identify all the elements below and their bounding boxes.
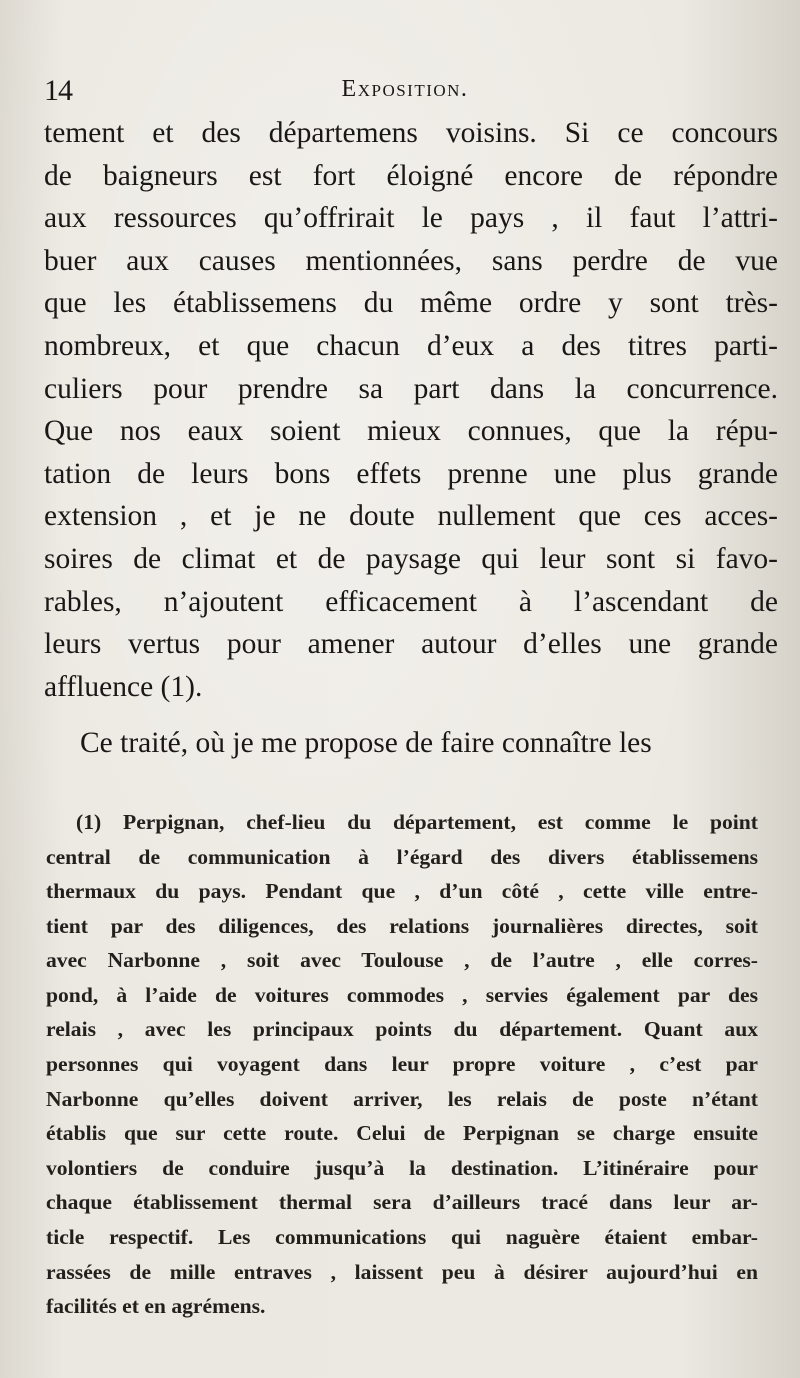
footnote	[46, 805, 758, 1324]
footnote-line: Narbonne qu’elles doivent arriver, les relais de poste n’étant	[46, 1086, 758, 1111]
text-line: buer aux causes mentionnées, sans perdre de vue	[44, 244, 778, 277]
footnote-line: volontiers de conduire jusqu’à la destination. L’itinéraire pour	[46, 1155, 758, 1180]
running-title: Exposition.	[341, 76, 469, 102]
footnote-line: rassées de mille entraves , laissent peu à désirer aujourd’hui en	[46, 1259, 758, 1284]
main-text	[44, 112, 778, 765]
text-line: tation de leurs bons effets prenne une plus grande	[44, 457, 778, 490]
footnote-line: relais , avec les principaux points du département. Quant aux	[46, 1017, 758, 1042]
footnote-line: personnes qui voyagent dans leur propre voiture , c’est par	[46, 1052, 758, 1077]
text-line: leurs vertus pour amener autour d’elles une grande	[44, 628, 778, 661]
footnote-line: thermaux du pays. Pendant que , d’un côté , cette ville entre-	[46, 879, 758, 904]
text-line: rables, n’ajoutent efficacement à l’ascendant de	[44, 585, 778, 618]
footnote-line: avec Narbonne , soit avec Toulouse , de l’autre , elle corres-	[46, 948, 758, 973]
footnote-line: établis que sur cette route. Celui de Perpignan se charge ensuite	[46, 1121, 758, 1146]
text-line: tement et des départemens voisins. Si ce concours	[44, 117, 778, 149]
text-line: affluence (1).	[44, 670, 203, 703]
text-line: nombreux, et que chacun d’eux a des titres parti-	[44, 329, 778, 362]
text-line: culiers pour prendre sa part dans la concurrence.	[44, 372, 778, 405]
text-line: que les établissemens du même ordre y sont très-	[44, 287, 778, 320]
text-line: Ce traité, où je me propose de faire connaître les	[80, 727, 652, 760]
text-line: soires de climat et de paysage qui leur sont si favo-	[44, 542, 778, 575]
text-line: extension , et je ne doute nullement que ces acces-	[44, 500, 778, 533]
text-line: Que nos eaux soient mieux connues, que la répu-	[44, 415, 778, 448]
running-head	[44, 68, 766, 112]
footnote-line: tient par des diligences, des relations journalières directes, soit	[46, 913, 758, 938]
footnote-line: ticle respectif. Les communications qui naguère étaient embar-	[46, 1225, 758, 1250]
footnote-line: facilités et en agrémens.	[46, 1294, 266, 1319]
text-line: aux ressources qu’offrirait le pays , il faut l’attri-	[44, 202, 778, 235]
text-line: de baigneurs est fort éloigné encore de répondre	[44, 159, 778, 192]
footnote-line: (1) Perpignan, chef-lieu du département, est comme le point	[76, 809, 758, 834]
footnote-line: central de communication à l’égard des divers établissemens	[46, 844, 758, 869]
footnote-line: pond, à l’aide de voitures commodes , servies également par des	[46, 982, 758, 1007]
paragraph-gap	[44, 708, 778, 722]
footnote-line: chaque établissement thermal sera d’ailleurs tracé dans leur ar-	[46, 1190, 758, 1215]
page-number: 14	[44, 74, 72, 107]
